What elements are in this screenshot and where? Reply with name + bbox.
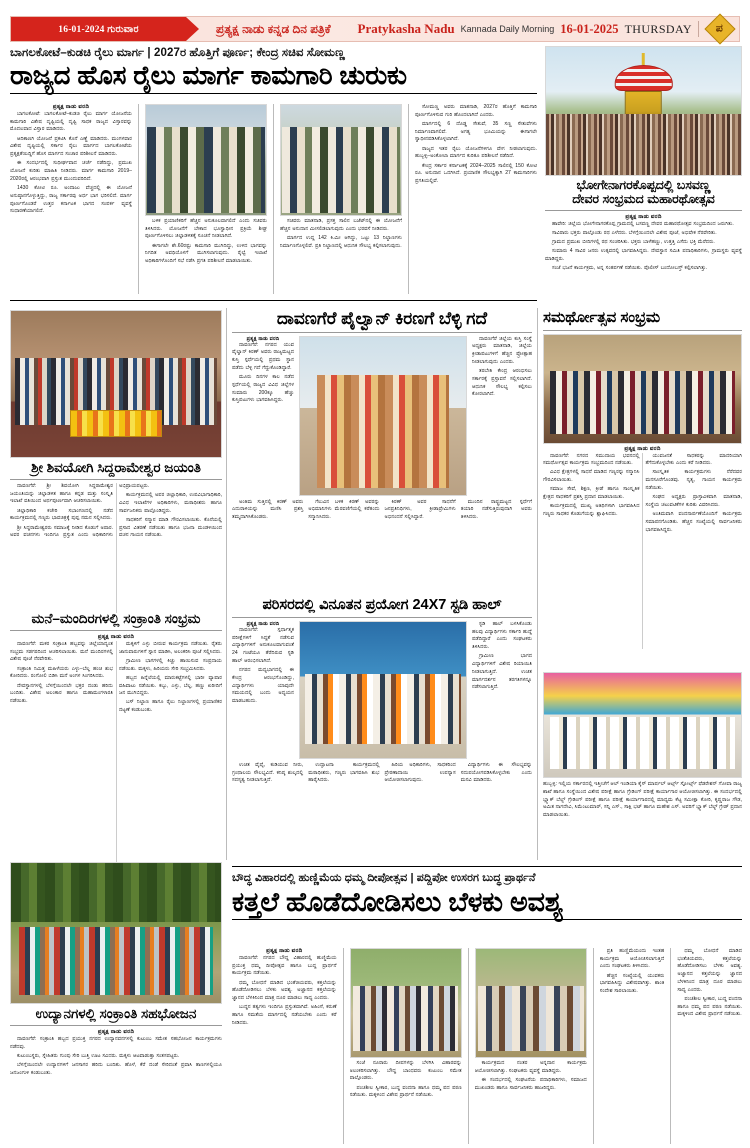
masthead-date-left-block xyxy=(11,17,186,41)
lead-col-3 xyxy=(280,104,402,294)
paragraph: ಹಾವೇರಿ: ಜಿಲ್ಲೆಯ ಭೋಗೇನಾಗರಕೊಪ್ಪ ಗ್ರಾಮದಲ್ಲಿ ಬಸವಣ್ಣ ದೇವರ ಮಹಾರಥೋತ್ಸವ ಸಂಭ್ರಮದಿಂದ ಜರುಗಿತು. xyxy=(552,220,734,227)
top-right-headline-l1: ಭೋಗೇನಾಗರಕೊಪ್ಪದಲ್ಲಿ ಬಸವಣ್ಣ xyxy=(576,178,711,192)
paragraph: ಅಂತಿಮವಾಗಿ ವಂದನಾರ್ಪಣೆಯೊಂದಿಗೆ ಕಾರ್ಯಕ್ರಮ ಸಮಾಪನಗೊಂಡಿತು. ಹೆಚ್ಚಿನ ಸಂಖ್ಯೆಯಲ್ಲಿ ಸಾರ್ವಜನಿಕರು ಭಾಗವಹಿಸಿದ್ದರು. xyxy=(645,511,742,533)
masthead-divider xyxy=(698,21,699,38)
paragraph: ಕೇಂದ್ರ ಸರ್ಕಾರ ಕರ್ನಾಟಕಕ್ಕೆ 2024–2025 ಸಾಲಿನಲ್ಲಿ 150 ಕೋಟಿ ರೂ. ಅನುದಾನ ಒದಗಿಸಿದೆ. ಪ್ರಯಾಣಿಕ ಸೌಲಭ್ಯಕ್ಕಾಗಿ 27 ಕಾಮಗಾರಿಗಳು ಪ್ರಗತಿಯಲ್ಲಿವೆ. xyxy=(415,162,537,185)
paragraph: ಸಾಂಸ್ಕೃತಿಕ ಕಾರ್ಯಕ್ರಮಗಳು ನೆರೆದವರ ಮನಸೂರೆಗೊಂಡವು. ನೃತ್ಯ, ಗಾಯನ ಕಾರ್ಯಕ್ರಮ ನಡೆಯಿತು. xyxy=(645,469,742,491)
left-story-2-body xyxy=(10,641,222,871)
study-hall-inauguration-photo xyxy=(299,621,467,759)
bottom-col-5 xyxy=(677,948,742,1144)
column-divider xyxy=(408,104,409,294)
paragraph: ಗ್ರಾಮೀಣ ಭಾಗದ ವಿದ್ಯಾರ್ಥಿಗಳಿಗೆ ವಿಶೇಷ ರಿಯಾಯಿತಿ ನೀಡಲಾಗುತ್ತಿದೆ. ಉಚಿತ ಮಾರ್ಗದರ್ಶನ ತರಗತಿಗಳನ್ನೂ ನಡೆಸಲಾಗುತ್ತಿದೆ. xyxy=(472,653,532,691)
lead-headline: ರಾಜ್ಯದ ಹೊಸ ರೈಲು ಮಾರ್ಗ ಕಾಮಗಾರಿ ಚುರುಕು xyxy=(10,60,407,91)
paragraph: ಸೋಮಣ್ಣ ಅವರು ಮಾತನಾಡಿ, 2027ರ ಹೊತ್ತಿಗೆ ಕಾಮಗಾರಿ ಪೂರ್ಣಗೊಳಿಸುವ ಗುರಿ ಹೊಂದಲಾಗಿದೆ ಎಂದರು. xyxy=(415,104,537,118)
mid-story-2 xyxy=(232,598,532,872)
column-divider xyxy=(273,104,274,294)
paragraph: ಉಚಿತ ವೈಫೈ, ಕುಡಿಯುವ ನೀರು, ಗ್ರಂಥಾಲಯ ಸೌಲಭ್ಯವಿದೆ. ಕನಿಷ್ಠ ಶುಲ್ಕದಲ್ಲಿ ಸದಸ್ಯತ್ವ ನೀಡಲಾಗುತ್ತಿದೆ. xyxy=(232,761,304,784)
top-right-story xyxy=(545,46,742,305)
paragraph: ಮೂರು ದಿನಗಳ ಕಾಲ ನಡೆದ ಸ್ಪರ್ಧೆಯಲ್ಲಿ ರಾಜ್ಯದ ವಿವಿಧ ಜಿಲ್ಲೆಗಳ ಸುಮಾರು 200ಕ್ಕೂ ಹೆಚ್ಚು ಕುಸ್ತಿಪಟುಗಳು ಭಾಗವಹಿಸಿದ್ದರು. xyxy=(232,374,294,404)
mid-story-1-body-left xyxy=(232,342,294,494)
bottom-kicker: ಬೌದ್ಧ ವಿಹಾರದಲ್ಲಿ ಹುಣ್ಣಿಮೆಯ ಧಮ್ಮ ದೀಪೋತ್ಸವ | ಪದ್ದಿಪೋ ಉಸರಗ ಬುದ್ಧ ಪ್ರಾರ್ಥನೆ xyxy=(232,872,536,884)
right-story-2-caption: ಹುಬ್ಬಳ್ಳಿ: ಇಲ್ಲಿಯ ಸರ್ಕಾರದಲ್ಲಿ ಇತ್ತೀಚೆಗೆ ಆಲ್ ಇಂಡಿಯಾ ಕೈಸ್ ಮಾರ್ಷಲ್ ಆರ್ಟ್ಸ್ ಸ್ಪೋರ್ಟ್ಸ್ ಫೆಡರೇಶನ್ ಗೋವಾ ರಾಜ್ಯ ಶಾಖೆ ಹಾಗೂ ಸಂಸ್ಥೆಯಿಂದ ವಿಶೇಷ ಪರೀಕ್ಷೆ ಹಾಗೂ ಗ್ರೇಡಿಂಗ್ ಪರೀಕ್ಷೆ ಕಾರ್ಯಾಗಾರ ಆಯೋಜಿಸಲಾಗಿತ್ತು. ಈ ಸಂದರ್ಭದಲ್ಲಿ ಬ್ಲ್ಯಾಕ್ ಬೆಲ್ಟ್ ಗ್ರೇಡಿಂಗ್ ಪರೀಕ್ಷೆ ಹಾಗೂ ಪರೀಕ್ಷೆ ಕಾರ್ಯಾಗಾರದಲ್ಲಿ ಮಾಧ್ಯಮ ಕೆಟ್ಟ ಸಮೀಕ್ಷಾ ಕೋರಿ, ಕೃಷ್ಣರಾಜ ಗೌಡ, ಅಮಿತ ನಾಗದೇವಿ, ಸಿಮೆಂಟುಮಾರ್, ಸನ್ನಿ ಎಸ್., ಸಾಕ್ಷಿ ಭಟ್ ಹಾಗೂ ಮಹೇಶ ಎಸ್. ಅವರಿಗೆ ಬ್ಲ್ಯಾಕ್ ಬೆಲ್ಟ್ ಗ್ರೇಡ್ ಪ್ರದಾನ ಮಾಡಲಾಯಿತು. xyxy=(543,781,742,819)
lead-col-1-body xyxy=(10,111,132,289)
paragraph: ಪ್ರತಿ ಹುಣ್ಣಿಮೆಯಂದು ಇಂತಹ ಕಾರ್ಯಕ್ರಮ ಆಯೋಜಿಸಲಾಗುತ್ತಿದೆ ಎಂದು ಸಂಘಟಕರು ತಿಳಿಸಿದರು. xyxy=(599,948,665,970)
bottom-story-columns xyxy=(232,948,742,1144)
masthead-kannada-tagline: ಪ್ರತ್ಯಕ್ಷ ನಾಡು ಕನ್ನಡ ದಿನ ಪತ್ರಿಕೆ xyxy=(216,21,331,36)
paragraph: ದೇವಸ್ಥಾನಗಳಲ್ಲಿ ಬೆಳಗ್ಗೆಯಿಂದಲೇ ಭಕ್ತರ ದಂಡು ಹರಿದು ಬಂದಿತು. ವಿಶೇಷ ಅಲಂಕಾರ ಹಾಗೂ ಮಹಾಮಂಗಳಾರತಿ ನಡೆಯಿತು. xyxy=(10,682,113,704)
paragraph: ಸಮಾಜ ಸೇವೆ, ಶಿಕ್ಷಣ, ಕ್ರೀಡೆ ಹಾಗೂ ಸಾಂಸ್ಕೃತಿಕ ಕ್ಷೇತ್ರದ ಸಾಧಕರಿಗೆ ಪ್ರಶಸ್ತಿ ಪ್ರದಾನ ಮಾಡಲಾಯಿತು. xyxy=(543,486,640,501)
lead-story-columns xyxy=(10,104,537,294)
right-story-1-byline: ಪ್ರತ್ಯಕ್ಷ ನಾಡು ವರದಿ xyxy=(624,445,661,452)
mid-story-1 xyxy=(232,310,532,609)
left-story-3-byline: ಪ್ರತ್ಯಕ್ಷ ನಾಡು ವರದಿ xyxy=(97,1028,135,1035)
paragraph: ಸಂಜೆ ನೂರಾರು ದೀಪಗಳನ್ನು ಬೆಳಗಿಸಿ ವಿಹಾರವನ್ನು ಅಲಂಕರಿಸಲಾಗಿತ್ತು. ಬೌದ್ಧ ಬಾಂಧವರು ಕುಟುಂಬ ಸಮೇತ ಪಾಲ್ಗೊಂಡರು. xyxy=(349,1060,462,1082)
bottom-col-4-body xyxy=(600,948,665,1144)
paragraph: ಕಿರಣ್ ಅವರ ಸಾಧನೆಗೆ ಜನಪ್ರತಿನಿಧಿಗಳು, ಕ್ರೀಡಾಪ್ರೇಮಿಗಳು ಅಭಿನಂದನೆ ಸಲ್ಲಿಸಿದ್ದಾರೆ. xyxy=(384,498,456,521)
left-story-2-byline: ಪ್ರತ್ಯಕ್ಷ ನಾಡು ವರದಿ xyxy=(97,633,135,640)
left-story-3 xyxy=(10,862,222,1128)
left-story-3-headline: ಉದ್ಯಾನಗಳಲ್ಲಿ ಸಂಕ್ರಾಂತಿ ಸಹಭೋಜನ xyxy=(35,1006,197,1021)
left-story-1-headline: ಶ್ರೀ ಶಿವಯೋಗಿ ಸಿದ್ದರಾಮೇಶ್ವರ ಜಯಂತಿ xyxy=(31,460,201,475)
paragraph: ಪಂಚಶೀಲ ಸ್ವೀಕಾರ, ಬುದ್ಧ ವಂದನಾ ಹಾಗೂ ಧಮ್ಮ ಪದ ಪಠಣ ನಡೆಯಿತು. ಮಕ್ಕಳಿಂದ ವಿಶೇಷ ಪ್ರಾರ್ಥನೆ ನಡೆಯಿತು. xyxy=(677,995,742,1018)
paragraph: ಸಾಧಕರಿಗೆ ಸನ್ಮಾನ ಮಾಡಿ ಗೌರವಿಸಲಾಯಿತು. ಕೊನೆಯಲ್ಲಿ ಪ್ರಸಾದ ವಿತರಣೆ ನಡೆಯಿತು ಹಾಗೂ ಭಜನಾ ಮಂಡಳಿಯಿಂದ ವಚನ ಗಾಯನ ನಡೆಯಿತು. xyxy=(119,516,222,539)
lead-col-3-body xyxy=(280,218,402,290)
mid-story-1-headline: ದಾವಣಗೆರೆ ಪೈಲ್ವಾನ್ ಕಿರಣಗೆ ಬೆಳ್ಳಿ ಗದೆ xyxy=(276,309,488,328)
paragraph: ಸಚಿವರು ಮಾತನಾಡಿ, ಪ್ರಸಕ್ತ ಸಾಲಿನ ಬಜೆಟ್‌ನಲ್ಲಿ ಈ ಯೋಜನೆಗೆ ಹೆಚ್ಚಿನ ಅನುದಾನ ಮೀಸಲಿಡಲಾಗುವುದು ಎಂದು ಭರವಸೆ ನೀಡಿದರು. xyxy=(280,218,402,232)
paragraph: ಯುವಜನತೆ ಸಾಧಕರನ್ನು ಮಾದರಿಯಾಗಿ ತೆಗೆದುಕೊಳ್ಳಬೇಕು ಎಂದು ಕರೆ ನೀಡಿದರು. xyxy=(645,452,742,467)
bottom-headline: ಕತ್ತಲೆ ಹೊಡೆದೋಡಿಸಲು ಬೆಳಕು ಅವಶ್ಯ xyxy=(232,886,564,917)
paragraph: ಸುಮಾರು 4 ಸಾವಿರ ಜನರು ಉತ್ಸವದಲ್ಲಿ ಭಾಗವಹಿಸಿದ್ದರು. ದೇವಸ್ಥಾನ ಸಮಿತಿ ಪದಾಧಿಕಾರಿಗಳು, ಗ್ರಾಮಸ್ಥರು ವ್ಯವಸ್ಥೆ ಮಾಡಿದ್ದರು. xyxy=(545,248,742,262)
mid-story-2-byline: ಪ್ರತ್ಯಕ್ಷ ನಾಡು ವರದಿ xyxy=(246,620,280,627)
bottom-col-3 xyxy=(475,948,587,1144)
paragraph: ಅಂತಿಮ ಸುತ್ತಿನಲ್ಲಿ ಕಿರಣ್ ಅವರು ಎದುರಾಳಿಯನ್ನು ಮಣಿಸಿ ಪ್ರಶಸ್ತಿ ತಮ್ಮದಾಗಿಸಿಕೊಂಡರು. xyxy=(232,498,304,521)
lead-col-4-body xyxy=(415,104,537,294)
bottom-col-3-body xyxy=(475,1060,587,1140)
officials-gathering-photo xyxy=(280,104,402,216)
masthead-title-en: Pratykasha Nadu xyxy=(357,21,455,36)
left-story-1 xyxy=(10,310,222,613)
mid-story-1-body-cont xyxy=(232,499,532,609)
paragraph: ಪಂಚಶೀಲ ಸ್ವೀಕಾರ, ಬುದ್ಧ ವಂದನಾ ಹಾಗೂ ಧಮ್ಮ ಪದ ಪಠಣ ನಡೆಯಿತು. ಮಕ್ಕಳಿಂದ ವಿಶೇಷ ಪ್ರಾರ್ಥನೆ ನಡೆಯಿತು. xyxy=(349,1084,462,1099)
bottom-col-2 xyxy=(350,948,462,1144)
top-right-headline-l2: ದೇವರ ಸಂಭ್ರಮದ ಮಹಾರಥೋತ್ಸವ xyxy=(572,191,715,206)
mid-story-2-body-cont xyxy=(232,762,532,872)
paragraph: ಧಮ್ಮ ಬೋಧನೆ ಮಾಡಿದ ಭಂತೆಜಿಯವರು, ಕತ್ತಲೆಯನ್ನು ಹೊಡೆದೋಡಿಸಲು ಬೆಳಕು ಅವಶ್ಯ. ಅಜ್ಞಾನದ ಕತ್ತಲೆಯನ್ನು ಜ್ಞಾನದ ಬೆಳಕಿನಿಂದ ಮಾತ್ರ ದೂರ ಮಾಡಲು ಸಾಧ್ಯ ಎಂದರು. xyxy=(677,948,742,993)
mid-story-2-headline: ಪರಿಸರದಲ್ಲಿ ವಿನೂತನ ಪ್ರಯೋಗ 24X7 ಸ್ಟಡಿ ಹಾಲ್ xyxy=(262,597,502,613)
paragraph: ಮಕ್ಕಳಿಗೆ ಎಳ್ಳು ಬೀರುವ ಕಾರ್ಯಕ್ರಮ ನಡೆಯಿತು. ರೈತರು ಜಾನುವಾರುಗಳಿಗೆ ಸ್ನಾನ ಮಾಡಿಸಿ, ಅಲಂಕರಿಸಿ ಪೂಜೆ ಸಲ್ಲಿಸಿದರು. xyxy=(119,640,222,655)
masthead-weekday: THURSDAY xyxy=(624,21,692,36)
park-picnic-photo xyxy=(10,862,222,1004)
paragraph: ವಿವಿಧ ಕ್ಷೇತ್ರಗಳಲ್ಲಿ ಸಾಧನೆ ಮಾಡಿದ ಗಣ್ಯರನ್ನು ಸನ್ಮಾನಿಸಿ ಗೌರವಿಸಲಾಯಿತು. xyxy=(543,469,640,484)
paragraph: ಈ ಸಂದರ್ಭದಲ್ಲಿ ಸುಧೀರ್ಘವಾದ ಚರ್ಚೆ ನಡೆದಿದ್ದು, ಪ್ರಮುಖ ಯೋಜನೆ ಕುರಿತು ಮಾಹಿತಿ ನೀಡಿದರು. ಮಾರ್ಗ ಕಾಮಗಾರಿ 2019–2020ರಲ್ಲಿ ಆರಂಭವಾಗಿ ಪ್ರಸ್ತುತ ಮುಂದುವರಿದಿದೆ. xyxy=(10,160,132,182)
bottom-byline: ಪ್ರತ್ಯಕ್ಷ ನಾಡು ವರದಿ xyxy=(266,948,303,954)
lead-col-1 xyxy=(10,104,132,294)
buddha-vihara-group-photo xyxy=(350,948,462,1058)
masthead-subtitle-en: Kannada Daily Morning xyxy=(460,24,555,34)
masthead-spacer xyxy=(331,17,358,41)
left-story-2-headline: ಮನೆ–ಮಂದಿರಗಳಲ್ಲಿ ಸಂಕ್ರಾಂತಿ ಸಂಭ್ರಮ xyxy=(31,611,201,626)
paragraph: ಕಾರ್ಯಕ್ರಮದ ನಂತರ ಅನ್ನದಾನ ಕಾರ್ಯಕ್ರಮ ಆಯೋಜಿಸಲಾಗಿತ್ತು. ಸಂಘಟಕರು ವ್ಯವಸ್ಥೆ ಮಾಡಿದ್ದರು. xyxy=(474,1060,587,1074)
paragraph: ಬುದ್ಧನ ತತ್ವಗಳು ಇಂದಿಗೂ ಪ್ರಸ್ತುತವಾಗಿವೆ. ಅಹಿಂಸೆ, ಕರುಣೆ ಹಾಗೂ ಸಮತೆಯ ಮಾರ್ಗದಲ್ಲಿ ನಡೆಯಬೇಕು ಎಂದು ಕರೆ ನೀಡಿದರು. xyxy=(232,1004,337,1026)
paragraph: ಬೆಳಗ್ಗೆಯಿಂದಲೇ ಉದ್ಯಾನಗಳಿಗೆ ಜನಸಾಗರ ಹರಿದು ಬಂದಿತು. ಹೊಳೆ, ಕೆರೆ ದಂಡೆ ಸೇರಿದಂತೆ ಪ್ರವಾಸಿ ತಾಣಗಳಲ್ಲಿಯೂ ಜನಜಂಗುಳಿ ಕಂಡುಬಂತು. xyxy=(10,1062,222,1076)
mid-story-1-body-right xyxy=(472,336,532,496)
top-right-body xyxy=(545,221,742,305)
column-divider xyxy=(468,948,469,1144)
left-story-1-body xyxy=(10,483,222,613)
paragraph: ಸಂಘದ ಅಧ್ಯಕ್ಷರು ಪ್ರಾಸ್ತಾವಿಕವಾಗಿ ಮಾತನಾಡಿ, ಸಂಸ್ಥೆಯ ಚಟುವಟಿಕೆಗಳ ಕುರಿತು ವಿವರಿಸಿದರು. xyxy=(645,494,742,508)
right-story-1-body xyxy=(543,453,742,649)
paragraph: ಸ್ಟಡಿ ಹಾಲ್ ಬಳಸಿಕೊಂಡು ಹಲವು ವಿದ್ಯಾರ್ಥಿಗಳು ಸರ್ಕಾರಿ ಹುದ್ದೆ ಪಡೆದಿದ್ದಾರೆ ಎಂದು ಸಂಘಟಕರು ತಿಳಿಸಿದರು. xyxy=(472,620,532,651)
left-story-3-body xyxy=(10,1036,222,1128)
paragraph: ಬಾಗಲಕೋಟೆ: ಬಾಗಲಕೋಟೆ–ಕುಡಚಿ ರೈಲು ಮಾರ್ಗ ಯೋಜನೆಯ ಕಾಮಗಾರಿ ವಿಶೇಷ ದೃಷ್ಟಿಯಲ್ಲಿ ದೃಷ್ಟಿ ಸಾಧಕ ರಾಜ್ಯದ ವಿಸ್ತಾರವನ್ನು ಮೊದಲವಾದ ವಿಸ್ತಾರ ಮಾಡಿದರು. xyxy=(10,111,132,133)
paragraph: ದಾವಣಗೆರೆ ಜಿಲ್ಲೆಯ ಕುಸ್ತಿ ಸಂಸ್ಥೆ ಅಧ್ಯಕ್ಷರು ಮಾತನಾಡಿ, ಜಿಲ್ಲೆಯ ಕ್ರೀಡಾಪಟುಗಳಿಗೆ ಹೆಚ್ಚಿನ ಪ್ರೋತ್ಸಾಹ ನೀಡಲಾಗುವುದು ಎಂದರು. xyxy=(472,335,532,365)
wrestling-champion-photo xyxy=(299,336,467,496)
paragraph: 1430 ಕೋಟಿ ರೂ. ಅಂದಾಜು ವೆಚ್ಚದಲ್ಲಿ ಈ ಯೋಜನೆ ಅನುಷ್ಠಾನಗೊಳ್ಳುತ್ತಿದ್ದು, ರಾಜ್ಯ ಸರ್ಕಾರವು ಅರ್ಧ ಭಾಗ ಭರಿಸಲಿದೆ. ಮಾರ್ಗ ಪೂರ್ಣಗೊಂಡರೆ ಉತ್ತರ ಕರ್ನಾಟಕ ಭಾಗದ ಸಂಪರ್ಕ ವ್ಯವಸ್ಥೆ ಸುಧಾರಣೆಯಾಗಲಿದೆ. xyxy=(10,185,132,215)
chariot-festival-photo xyxy=(545,46,742,176)
bottom-col-4 xyxy=(600,948,665,1144)
paragraph: ಬಸ್ ನಿಲ್ದಾಣ ಹಾಗೂ ರೈಲು ನಿಲ್ದಾಣಗಳಲ್ಲಿ ಪ್ರಯಾಣಿಕರ ದಟ್ಟಣೆ ಕಂಡುಬಂತು. xyxy=(119,699,222,714)
top-right-byline: ಪ್ರತ್ಯಕ್ಷ ನಾಡು ವರದಿ xyxy=(625,213,662,220)
right-story-2 xyxy=(543,672,742,853)
paragraph: ದಾವಣಗೆರೆ: ಶ್ರೀ ಶಿವಯೋಗಿ ಸಿದ್ದರಾಮೇಶ್ವರ ಜಯಂತಿಯನ್ನು ಜಿಲ್ಲಾಡಳಿತ ಹಾಗೂ ಕನ್ನಡ ಮತ್ತು ಸಂಸ್ಕೃತಿ ಇಲಾಖೆ ವತಿಯಿಂದ ಅರ್ಥಪೂರ್ಣವಾಗಿ ಆಚರಿಸಲಾಯಿತು. xyxy=(10,482,113,505)
paragraph: ಸಂಕ್ರಾಂತಿ ನಿಮಿತ್ತ ಮಹಿಳೆಯರು ಎಳ್ಳು–ಬೆಲ್ಲ ಹಂಚಿ ಶುಭ ಕೋರಿದರು. ರಂಗೋಲಿ ಬಿಡಿಸಿ ಮನೆ ಅಂಗಳ ಸಿಂಗರಿಸಿದರು. xyxy=(10,665,113,680)
masthead-date-left: 16-01-2024 ಗುರುವಾರ xyxy=(58,24,139,35)
paragraph: ಸಾವಿರಾರು ಭಕ್ತರು ಪಾಲ್ಗೊಂಡು ರಥ ಎಳೆದರು. ಬೆಳಗ್ಗೆಯಿಂದಲೇ ವಿಶೇಷ ಪೂಜೆ, ಅಭಿಷೇಕ ನೆರವೇರಿತು. xyxy=(552,229,717,236)
paragraph: ಗೆಲುವಿನ ಬಳಿಕ ಕಿರಣ್ ಅವರನ್ನು ಅಭಿಮಾನಿಗಳು ಮೆರವಣಿಗೆಯಲ್ಲಿ ಕರೆತಂದು ಸನ್ಮಾನಿಸಿದರು. xyxy=(308,498,380,521)
masthead-date-right: 16-01-2025 xyxy=(560,21,619,36)
column-divider xyxy=(593,948,594,1144)
siddarameshwara-jayanti-photo xyxy=(10,310,222,458)
paragraph: ಕಾರ್ಯಕ್ರಮದಲ್ಲಿ ಮುಖ್ಯ ಅತಿಥಿಗಳಾಗಿ ಭಾಗವಹಿಸಿದ ಗಣ್ಯರು ಸಾಧಕರ ಕೊಡುಗೆಯನ್ನು ಶ್ಲಾಘಿಸಿದರು. xyxy=(543,503,640,518)
police-officials-photo xyxy=(145,104,267,216)
paragraph: ರಾಜ್ಯದ ಇತರ ರೈಲು ಯೋಜನೆಗಳಿಗೂ ವೇಗ ನೀಡಲಾಗುವುದು. ಹುಬ್ಬಳ್ಳಿ–ಅಂಕೋಲಾ ಮಾರ್ಗದ ಕುರಿತೂ ಪರಿಶೀಲನೆ ನಡೆದಿದೆ. xyxy=(415,145,537,160)
bottom-story xyxy=(232,872,742,920)
paragraph: ಕಾರ್ಯಕ್ರಮದಲ್ಲಿ ಅಪರ ಜಿಲ್ಲಾಧಿಕಾರಿ, ಉಪವಿಭಾಗಾಧಿಕಾರಿ, ವಿವಿಧ ಇಲಾಖೆಗಳ ಅಧಿಕಾರಿಗಳು, ಮಠಾಧೀಶರು ಹಾಗೂ ಸಾರ್ವಜನಿಕರು ಪಾಲ್ಗೊಂಡಿದ್ದರು. xyxy=(119,492,222,514)
right-story-1-headline: ಸಮರ್ಥೋತ್ಸವ ಸಂಭ್ರಮ xyxy=(543,309,661,326)
masthead-right-block xyxy=(358,17,740,41)
paragraph: ಜಿಲ್ಲಾಧಿಕಾರಿ ಕಚೇರಿ ಸಭಾಂಗಣದಲ್ಲಿ ನಡೆದ ಕಾರ್ಯಕ್ರಮದಲ್ಲಿ ಗಣ್ಯರು ಭಾವಚಿತ್ರಕ್ಕೆ ಪುಷ್ಪ ನಮನ ಸಲ್ಲಿಸಿದರು. xyxy=(10,507,113,522)
paragraph: ಗ್ರಾಮೀಣ ಭಾಗಗಳಲ್ಲಿ ಕಿಚ್ಚು ಹಾಯಿಸುವ ಸಂಪ್ರದಾಯ ನಡೆಯಿತು. ಮಕ್ಕಳು, ಹಿರಿಯರು ಸೇರಿ ಸಂಭ್ರಮಿಸಿದರು. xyxy=(119,657,222,672)
paragraph: ಗ್ರಾಮದ ಪ್ರಮುಖ ಬೀದಿಗಳಲ್ಲಿ ರಥ ಸಂಚರಿಸಿತು. ಭಕ್ತರು ಬಾಳೆಹಣ್ಣು, ಉತ್ತತ್ತಿ ಎಸೆದು ಭಕ್ತಿ ಮೆರೆದರು. xyxy=(552,238,715,245)
paragraph: ಈ ಸಂದರ್ಭದಲ್ಲಿ ಸಂಘಟನೆಯ ಪದಾಧಿಕಾರಿಗಳು, ಸಮಾಜದ ಮುಖಂಡರು ಹಾಗೂ ಸಾರ್ವಜನಿಕರು ಹಾಜರಿದ್ದರು. xyxy=(474,1076,587,1091)
karate-awardees-photo xyxy=(543,672,742,778)
paragraph: ಕುಟುಂಬಸ್ಥರು, ಸ್ನೇಹಿತರು ಗುಂಪು ಸೇರಿ ಬುತ್ತಿ ಊಟ ಸವಿದರು. ಮಕ್ಕಳು ಆಟವಾಡುತ್ತಾ ಸಂತಸಪಟ್ಟರು. xyxy=(17,1052,180,1059)
paragraph: ಮುಂದಿನ ರಾಷ್ಟ್ರಮಟ್ಟದ ಸ್ಪರ್ಧೆಗೆ ತಯಾರಿ ನಡೆಸುತ್ತಿರುವುದಾಗಿ ಅವರು ತಿಳಿಸಿದರು. xyxy=(460,498,532,521)
mid-story-1-byline: ಪ್ರತ್ಯಕ್ಷ ನಾಡು ವರದಿ xyxy=(246,335,280,342)
bottom-col-1-body xyxy=(232,955,337,1139)
mid-story-2-body-right xyxy=(472,621,532,759)
column-divider xyxy=(138,104,139,294)
paragraph: ಧಮ್ಮ ಬೋಧನೆ ಮಾಡಿದ ಭಂತೆಜಿಯವರು, ಕತ್ತಲೆಯನ್ನು ಹೊಡೆದೋಡಿಸಲು ಬೆಳಕು ಅವಶ್ಯ. ಅಜ್ಞಾನದ ಕತ್ತಲೆಯನ್ನು ಜ್ಞಾನದ ಬೆಳಕಿನಿಂದ ಮಾತ್ರ ದೂರ ಮಾಡಲು ಸಾಧ್ಯ ಎಂದರು. xyxy=(232,979,337,1002)
lead-col-4 xyxy=(415,104,537,294)
publication-logo-icon xyxy=(704,13,735,44)
paragraph: ಈಗಾಗಲೇ ಶೇ.60ರಷ್ಟು ಕಾಮಗಾರಿ ಮುಗಿದಿದ್ದು, ಉಳಿದ ಭಾಗವನ್ನು ನಿಗದಿತ ಅವಧಿಯೊಳಗೆ ಮುಗಿಸಲಾಗುವುದು. ರೈಲ್ವೆ ಇಲಾಖೆ ಅಧಿಕಾರಿಗಳೊಂದಿಗೆ ಸಭೆ ನಡೆಸಿ ಪ್ರಗತಿ ಪರಿಶೀಲನೆ ಮಾಡಲಾಯಿತು. xyxy=(145,242,267,265)
paragraph: ಹೆಚ್ಚಿನ ಸಂಖ್ಯೆಯಲ್ಲಿ ಯುವಕರು ಭಾಗವಹಿಸಿದ್ದು ವಿಶೇಷವಾಗಿತ್ತು. ಶಾಂತಿ ಸಂದೇಶ ಸಾರಲಾಯಿತು. xyxy=(599,972,665,995)
lead-col-2 xyxy=(145,104,267,294)
paragraph: ಹಿರಿಯ ಅಧಿಕಾರಿಗಳು, ಸಾಧಕರಿಂದ ಪ್ರೇರಣಾದಾಯಿ ಉಪನ್ಯಾಸ ಆಯೋಜಿಸಲಾಗುವುದು. xyxy=(384,761,456,784)
lead-col-2-body xyxy=(145,218,267,290)
column-divider xyxy=(343,948,344,1144)
paragraph: ದಾವಣಗೆರೆ: ನಗರದ ಸಮುದಾಯ ಭವನದಲ್ಲಿ ಸಮರ್ಥೋತ್ಸವ ಕಾರ್ಯಕ್ರಮ ಸಂಭ್ರಮದಿಂದ ನಡೆಯಿತು. xyxy=(543,452,640,467)
paragraph: ದಾವಣಗೆರೆ: ನಗರದ ಯುವ ಪೈಲ್ವಾನ್ ಕಿರಣ್ ಅವರು ರಾಜ್ಯಮಟ್ಟದ ಕುಸ್ತಿ ಸ್ಪರ್ಧೆಯಲ್ಲಿ ಪ್ರಥಮ ಸ್ಥಾನ ಪಡೆದು ಬೆಳ್ಳಿ ಗದೆ ಗೆದ್ದುಕೊಂಡಿದ್ದಾರೆ. xyxy=(232,341,294,371)
paragraph: ವಿದ್ಯಾರ್ಥಿಗಳು ಈ ಸೌಲಭ್ಯವನ್ನು ಸದುಪಯೋಗಪಡಿಸಿಕೊಳ್ಳಬೇಕು ಎಂದು ಮನವಿ ಮಾಡಿದರು. xyxy=(460,761,532,784)
paragraph: ಮಾರ್ಗದ ಉದ್ದ 142 ಕಿ.ಮೀ ಆಗಿದ್ದು, ಒಟ್ಟು 13 ನಿಲ್ದಾಣಗಳು ನಿರ್ಮಾಣಗೊಳ್ಳಲಿವೆ. ಪ್ರತಿ ನಿಲ್ದಾಣದಲ್ಲಿ ಆಧುನಿಕ ಸೌಲಭ್ಯ ಕಲ್ಪಿಸಲಾಗುವುದು. xyxy=(280,234,402,249)
left-story-2 xyxy=(10,612,222,871)
right-story-1 xyxy=(543,310,742,649)
paragraph: ದಾವಣಗೆರೆ: ಮಕರ ಸಂಕ್ರಾಂತಿ ಹಬ್ಬವನ್ನು ಜಿಲ್ಲೆಯಾದ್ಯಂತ ಸಂಭ್ರಮ ಸಡಗರದಿಂದ ಆಚರಿಸಲಾಯಿತು. ಮನೆ ಮಂದಿರಗಳಲ್ಲಿ ವಿಶೇಷ ಪೂಜೆ ನೆರವೇರಿತು. xyxy=(10,640,113,663)
buddha-vihara-gathering-photo xyxy=(475,948,587,1058)
paragraph: ದಾವಣಗೆರೆ: ನಗರದ ಬೌದ್ಧ ವಿಹಾರದಲ್ಲಿ ಹುಣ್ಣಿಮೆಯ ಪ್ರಯುಕ್ತ ಧಮ್ಮ ದೀಪೋತ್ಸವ ಹಾಗೂ ಬುದ್ಧ ಪ್ರಾರ್ಥನೆ ಕಾರ್ಯಕ್ರಮ ನಡೆಯಿತು. xyxy=(232,955,337,977)
felicitation-ceremony-photo xyxy=(543,334,742,444)
lead-byline: ಪ್ರತ್ಯಕ್ಷ ನಾಡು ವರದಿ xyxy=(52,104,90,110)
lead-kicker: ಬಾಗಲಕೋಟೆ–ಕುಡಚಿ ರೈಲು ಮಾರ್ಗ | 2027ರ ಹೊತ್ತಿಗೆ ಪೂರ್ಣ; ಕೇಂದ್ರ ಸಚಿವ ಸೋಮಣ್ಣ xyxy=(10,47,345,59)
paragraph: ಮಾರ್ಗದಲ್ಲಿ 6 ದೊಡ್ಡ ಸೇತುವೆ, 35 ಸಣ್ಣ ಸೇತುವೆಗಳು ನಿರ್ಮಾಣವಾಗಲಿವೆ. ಅಗತ್ಯ ಭೂಮಿಯನ್ನು ಈಗಾಗಲೇ ಸ್ವಾಧೀನಪಡಿಸಿಕೊಳ್ಳಲಾಗಿದೆ. xyxy=(415,120,537,143)
lead-story xyxy=(10,46,537,94)
bottom-col-2-body xyxy=(350,1060,462,1140)
bottom-col-5-body xyxy=(677,948,742,1144)
paragraph: ದಾವಣಗೆರೆ: ಸ್ಪರ್ಧಾತ್ಮಕ ಪರೀಕ್ಷೆಗಳಿಗೆ ಸಿದ್ಧತೆ ನಡೆಸುವ ವಿದ್ಯಾರ್ಥಿಗಳಿಗೆ ಅನುಕೂಲವಾಗುವಂತೆ 24 ಗಂಟೆಯೂ ತೆರೆದಿರುವ ಸ್ಟಡಿ ಹಾಲ್ ಆರಂಭಿಸಲಾಗಿದೆ. xyxy=(232,626,294,664)
paragraph: ಹಬ್ಬದ ಹಿನ್ನೆಲೆಯಲ್ಲಿ ಮಾರುಕಟ್ಟೆಗಳಲ್ಲಿ ಭಾರೀ ವ್ಯಾಪಾರ ವಹಿವಾಟು ನಡೆಯಿತು. ಕಬ್ಬು, ಎಳ್ಳು, ಬೆಲ್ಲ, ಹಣ್ಣು ಖರೀದಿಗೆ ಜನ ಮುಗಿಬಿದ್ದರು. xyxy=(119,674,222,697)
paragraph: ಬಳಿಕ ಪ್ರಯಾಣಿಕರಿಗೆ ಹೆಚ್ಚಿನ ಅನುಕೂಲವಾಗಲಿದೆ ಎಂದು ಸಚಿವರು ತಿಳಿಸಿದರು. ಯೋಜನೆಗೆ ಬೇಕಾದ ಭೂಸ್ವಾಧೀನ ಪ್ರಕ್ರಿಯೆ ಶೀಘ್ರ ಪೂರ್ಣಗೊಳಿಸಲು ಜಿಲ್ಲಾಡಳಿತಕ್ಕೆ ಸೂಚನೆ ನೀಡಲಾಗಿದೆ. xyxy=(145,218,267,240)
column-divider xyxy=(670,948,671,1144)
paragraph: ಉದ್ಘಾಟನಾ ಕಾರ್ಯಕ್ರಮದಲ್ಲಿ ಮಠಾಧೀಶರು, ಗಣ್ಯರು ಭಾಗವಹಿಸಿ ಶುಭ ಹಾರೈಸಿದರು. xyxy=(308,761,380,784)
bottom-col-1 xyxy=(232,948,337,1144)
paragraph: ಸಂಜೆ ಭಜನೆ ಕಾರ್ಯಕ್ರಮ, ಅನ್ನ ಸಂತರ್ಪಣೆ ನಡೆಯಿತು. ಪೊಲೀಸ್ ಬಂದೋಬಸ್ತ್ ಕಲ್ಪಿಸಲಾಗಿತ್ತು. xyxy=(552,265,708,272)
mid-story-2-body-left xyxy=(232,627,294,757)
paragraph: ಆದಿಕಾಣಗಿ ಯೋಜನೆ ಪ್ರಕಟಿಸಿ ಕೊನೆ ಎಣ್ಣೆ ಮಾಡಿದರು. ಮಂಗಳವಾರ ವಿಶೇಷ ದೃಷ್ಟಿಯಲ್ಲಿ ಸರ್ಕಾರ ರೈಲು ಮಾರ್ಗದ ಬಾಗಲಕೋಟೆಯ ಪ್ರತ್ಯಕ್ಷತೆಯಿದ್ದಿಗೆ ಹೊಸ ಮಾರ್ಗದ ಸಂಚಾರ ಪರಿಶೀಲನೆ ಮಾಡಿದರು. xyxy=(10,135,132,158)
paragraph: ನಗರದ ಮಧ್ಯಭಾಗದಲ್ಲಿ ಈ ಕೇಂದ್ರ ಆರಂಭಗೊಂಡಿದ್ದು, ವಿದ್ಯಾರ್ಥಿಗಳು ಯಾವುದೇ ಸಮಯದಲ್ಲಿ ಬಂದು ಅಧ್ಯಯನ ಮಾಡಬಹುದು. xyxy=(232,667,294,705)
masthead-banner xyxy=(10,16,740,42)
paragraph: ಶ್ರೀ ಸಿದ್ದರಾಮೇಶ್ವರರು ಸಮಾಜಕ್ಕೆ ನೀಡಿದ ಕೊಡುಗೆ ಅಪಾರ. ಅವರ ವಚನಗಳು ಇಂದಿಗೂ ಪ್ರಸ್ತುತ ಎಂದು ಅಧಿಕಾರಿಗಳು ಅಭಿಪ್ರಾಯಪಟ್ಟರು. xyxy=(10,482,150,539)
paragraph: ದಾವಣಗೆರೆ: ಸಂಕ್ರಾಂತಿ ಹಬ್ಬದ ಪ್ರಯುಕ್ತ ನಗರದ ಉದ್ಯಾನವನಗಳಲ್ಲಿ ಕುಟುಂಬ ಸಮೇತ ಸಹಭೋಜನ ಕಾರ್ಯಕ್ರಮಗಳು ನಡೆದವು. xyxy=(10,1035,222,1050)
paragraph: ತರಬೇತಿ ಕೇಂದ್ರ ಆರಂಭಿಸಲು ಸರ್ಕಾರಕ್ಕೆ ಪ್ರಸ್ತಾವನೆ ಸಲ್ಲಿಸಲಾಗಿದೆ. ಆಧುನಿಕ ಸೌಲಭ್ಯ ಕಲ್ಪಿಸಲು ಕೋರಲಾಗಿದೆ. xyxy=(472,368,532,398)
logo-glyph: ಪ xyxy=(716,22,724,35)
